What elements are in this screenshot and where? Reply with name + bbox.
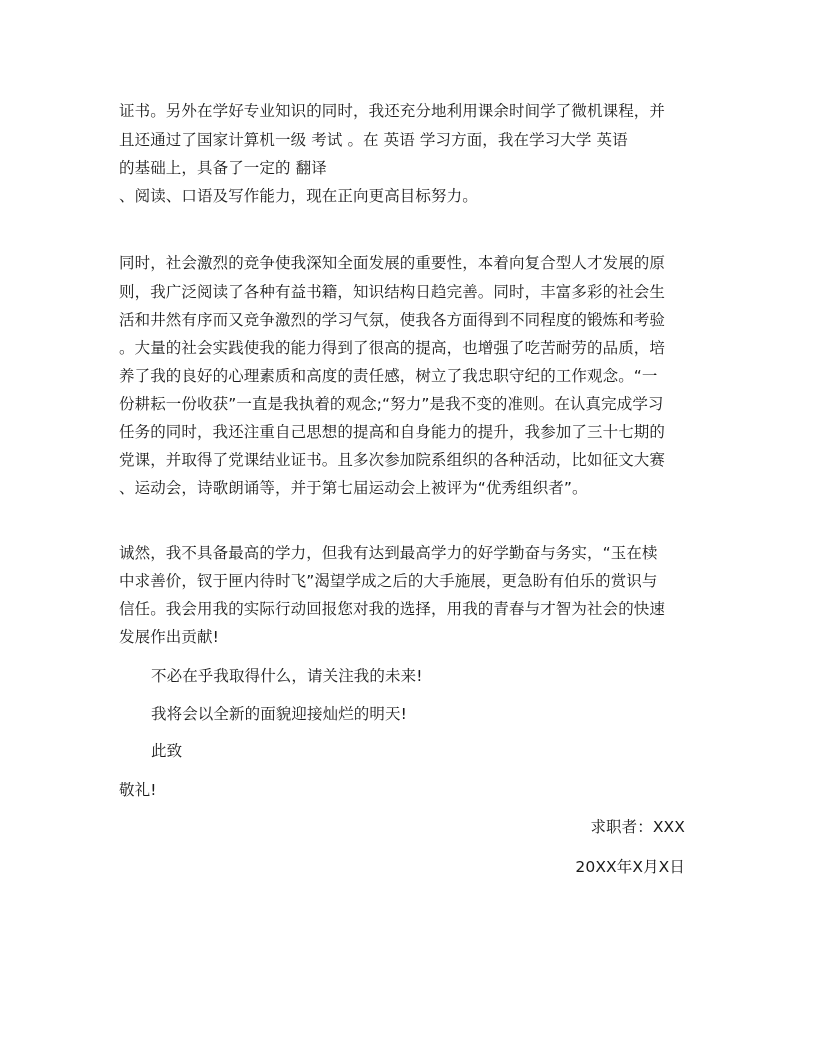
paragraph2-line-5: 养了我的良好的心理素质和高度的责任感，树立了我忠职守纪的工作观念。“一 [119, 367, 658, 385]
letter-date: 20XX年X月X日 [575, 858, 685, 876]
paragraph1-line-3: 的基础上，具备了一定的 翻译 [119, 159, 327, 177]
paragraph3-line-1: 诚然，我不具备最高的学力，但我有达到最高学力的好学勤奋与务实，“玉在椟 [119, 544, 658, 562]
paragraph3-line-3: 信任。我会用我的实际行动回报您对我的选择，用我的青春与才智为社会的快速 [119, 600, 666, 618]
paragraph1-line-1: 证书。另外在学好专业知识的同时，我还充分地利用课余时间学了微机课程，并 [119, 102, 666, 120]
closing-salutation: 此致 [151, 742, 183, 760]
paragraph3-line-2: 中求善价，钗于匣内待时飞”渴望学成之后的大手施展，更急盼有伯乐的赏识与 [119, 572, 658, 590]
paragraph2-line-4: 。大量的社会实践使我的能力得到了很高的提高，也增强了吃苦耐劳的品质，培 [119, 339, 666, 357]
closing-line-tomorrow: 我将会以全新的面貌迎接灿烂的明天! [151, 705, 407, 723]
paragraph3-line-4: 发展作出贡献! [119, 628, 219, 646]
signer-name: 求职者：XXX [590, 818, 685, 836]
paragraph2-line-8: 党课，并取得了党课结业证书。且多次参加院系组织的各种活动，比如征文大赛 [119, 451, 666, 469]
paragraph1-line-4: 、阅读、口语及写作能力，现在正向更高目标努力。 [119, 187, 478, 205]
paragraph2-line-1: 同时，社会激烈的竞争使我深知全面发展的重要性，本着向复合型人才发展的原 [119, 254, 666, 272]
paragraph1-line-2: 且还通过了国家计算机一级 考试 。在 英语 学习方面，我在学习大学 英语 [119, 131, 628, 149]
paragraph2-line-6: 份耕耘一份收获”一直是我执着的观念;“努力”是我不变的准则。在认真完成学习 [119, 395, 664, 413]
paragraph2-line-2: 则，我广泛阅读了各种有益书籍，知识结构日趋完善。同时，丰富多彩的社会生 [119, 283, 666, 301]
paragraph2-line-3: 活和井然有序而又竞争激烈的学习气氛，使我各方面得到不同程度的锻炼和考验 [119, 311, 666, 329]
closing-line-future: 不必在乎我取得什么，请关注我的未来! [151, 667, 423, 685]
closing-respect: 敬礼! [119, 781, 157, 799]
paragraph2-line-7: 任务的同时，我还注重自己思想的提高和自身能力的提升，我参加了三十七期的 [119, 423, 666, 441]
paragraph2-line-9: 、运动会，诗歌朗诵等，并于第七届运动会上被评为“优秀组织者”。 [119, 479, 588, 497]
